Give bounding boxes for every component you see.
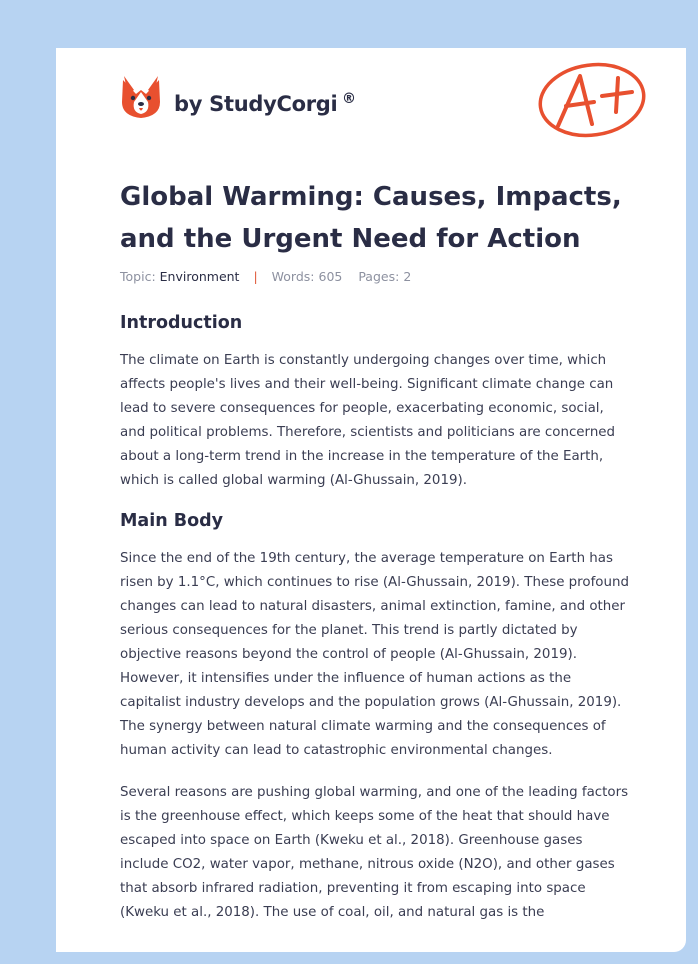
words-label: Words:: [271, 269, 315, 284]
paragraph-main-body-1: Since the end of the 19th century, the average temperature on Earth has risen by 1.1°C, which continues to rise (Al-Ghussain, 2019). These profound changes can lead to natural disasters, animal extinction, famine, and other serious consequences for the planet. This trend is partly dictated by objective reasons beyond the control of people (Al-Ghussain, 2019). However, it intensifies under the influence of human actions as the capitalist industry develops and the population grows (Al-Ghussain, 2019). The synergy between natural climate warming and the consequences of human activity can lead to catastrophic environmental changes.: [120, 551, 629, 758]
section-heading-main-body: Main Body: [120, 511, 224, 531]
essay-card: [56, 48, 686, 952]
section-heading-introduction: Introduction: [120, 313, 243, 333]
topic-label: Topic:: [120, 269, 156, 284]
registered-mark: ®: [342, 91, 356, 107]
words-value: 605: [318, 269, 343, 284]
essay-meta: [120, 269, 411, 284]
topic-link[interactable]: Environment: [159, 269, 240, 284]
a-plus-grade-icon: [536, 60, 648, 140]
pages-label: Pages:: [358, 269, 400, 284]
pages-value: 2: [403, 269, 412, 284]
header: [56, 48, 686, 158]
grade-text: A+: [536, 60, 538, 61]
meta-separator: |: [253, 269, 258, 284]
brand-name[interactable]: by StudyCorgi: [174, 92, 338, 116]
paragraph-main-body-2: Several reasons are pushing global warming, and one of the leading factors is the greenhouse effect, which keeps some of the heat that should have escaped into space on Earth (Kweku et al., 2018). Greenhouse gases include CO2, water vapor, methane, nitrous oxide (N2O), and other gases that absorb infrared radiation, preventing it from escaping into space (Kweku et al., 2018). The use of coal, oil, and natural gas is the: [120, 785, 629, 920]
paragraph-introduction: The climate on Earth is constantly undergoing changes over time, which affects people's lives and their well-being. Significant climate change can lead to severe consequences for people, exacerbating economic, social, and political problems. Therefore, scientists and politicians are concerned about a long-term trend in the increase in the temperature of the Earth, which is called global warming (Al-Ghussain, 2019).: [120, 353, 616, 488]
page-title: Global Warming: Causes, Impacts, and the Urgent Need for Action: [120, 182, 622, 254]
corgi-logo-icon: [120, 74, 162, 120]
